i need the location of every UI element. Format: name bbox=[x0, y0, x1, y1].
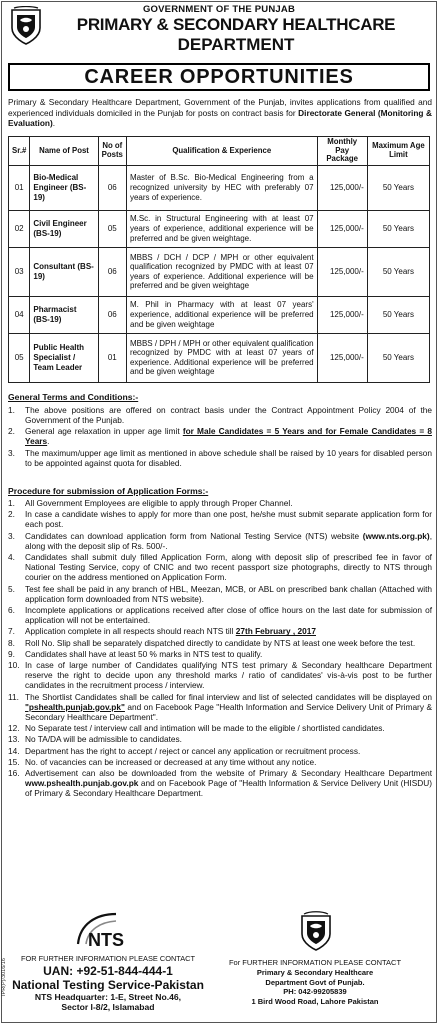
list-number: 10. bbox=[8, 660, 20, 671]
pshealth-link[interactable]: "pshealth.punjab.gov.pk" bbox=[25, 701, 125, 712]
intro-paragraph bbox=[8, 97, 432, 129]
ipr-code: IPR(P)/3016/16 bbox=[1, 958, 7, 996]
cell-name: Consultant (BS-19) bbox=[30, 247, 98, 296]
list-text: The above positions are offered on contract basis under the Contract Appointment Policy 2004 of the Government of the Punjab. bbox=[25, 405, 432, 426]
list-item bbox=[8, 552, 432, 582]
list-item bbox=[8, 723, 432, 733]
cell-pay: 125,000/- bbox=[317, 247, 367, 296]
nts-address-line1: NTS Headquarter: 1-E, Street No.46, bbox=[34, 992, 182, 1002]
cell-name: Public Health Specialist / Team Leader bbox=[30, 333, 98, 382]
department-address: 1 Bird Wood Road, Lahore Pakistan bbox=[251, 997, 379, 1007]
cell-age: 50 Years bbox=[367, 165, 429, 210]
list-number: 11. bbox=[8, 691, 19, 702]
list-item bbox=[8, 692, 432, 722]
list-text: In case a candidate wishes to apply for more than one post, he/she must submit separate application form for each post. bbox=[25, 509, 432, 530]
department-title-line2: DEPARTMENT bbox=[177, 35, 295, 54]
nts-uan: UAN: +92-51-844-444-1 bbox=[43, 964, 173, 978]
cell-qualification: MBBS / DCH / DCP / MPH or other equivalent qualification recognized by PMDC with at least 07 years of experience. Additional experience will be preferred and be given weightage bbox=[126, 247, 317, 296]
procedure-title: Procedure for submission of Application Forms:- bbox=[8, 486, 209, 496]
cell-pay: 125,000/- bbox=[317, 210, 367, 247]
cell-name: Pharmacist (BS-19) bbox=[30, 296, 98, 333]
list-item bbox=[8, 660, 432, 690]
header-pay: Monthly Pay Package bbox=[317, 137, 367, 166]
list-number: 7. bbox=[8, 626, 15, 637]
list-number: 2. bbox=[8, 509, 15, 520]
list-number: 3. bbox=[8, 530, 15, 541]
list-text: Candidates shall submit duly filled Application Form, along with deposit slip of prescribed fee in favor of National Testing Service, copy of CNIC and two recent passport size photographs, directly to NTS through courier on the address mentioned on Application Form. bbox=[25, 552, 432, 583]
age-relaxation-bold: for Male Candidates = 5 Years and for Female Candidates = 8 Years bbox=[25, 426, 432, 447]
cell-pay: 125,000/- bbox=[317, 333, 367, 382]
procedure-list bbox=[8, 498, 432, 800]
cell-sr: 01 bbox=[9, 165, 30, 210]
posts-table bbox=[8, 136, 430, 383]
list-text: Test fee shall be paid in any branch of HBL, Meezan, MCB, or ABL on prescribed bank challan (Attached with application form downloaded from NTS website). bbox=[25, 583, 432, 604]
list-text: Candidates shall have at least 50 % marks in NTS test to qualify. bbox=[25, 648, 263, 659]
list-item bbox=[8, 626, 432, 636]
nts-contact-heading: FOR FURTHER INFORMATION PLEASE CONTACT bbox=[20, 954, 196, 963]
pshealth-website-link[interactable]: www.pshealth.punjab.gov.pk bbox=[25, 778, 139, 789]
table-row bbox=[9, 165, 430, 210]
list-text: In case of large number of Candidates qualifying NTS test primary & Secondary healthcare Department reserve the right to decide upon any threshold marks / ratio of candidates' vis-à-vis post to be further candidates in the recruitment process / interview. bbox=[25, 660, 432, 691]
list-text-post: and on Facebook Page of "Health Information & Service Delivery Unit (HISDU) of Primary & Secondary Healthcare Department. bbox=[25, 778, 432, 799]
list-number: 2. bbox=[8, 426, 15, 437]
cell-age: 50 Years bbox=[367, 296, 429, 333]
cell-posts: 06 bbox=[98, 247, 126, 296]
department-phone: PH: 042-99205839 bbox=[283, 987, 347, 997]
list-item bbox=[8, 757, 432, 767]
list-number: 16. bbox=[8, 768, 20, 779]
list-text: The maximum/upper age limit as mentioned in above schedule shall be raised by 10 years for disabled person to be appointed against quota for disabled. bbox=[25, 447, 432, 468]
list-text-post: and on Facebook Page "Health Information and Service Delivery Unit of Primary & Secondary Healthcare Department". bbox=[25, 701, 432, 722]
deadline-date: 27th February , 2017 bbox=[235, 626, 316, 637]
list-number: 6. bbox=[8, 604, 15, 615]
list-item bbox=[8, 584, 432, 604]
department-contact bbox=[225, 958, 405, 1007]
punjab-emblem-icon bbox=[298, 910, 334, 952]
table-row bbox=[9, 333, 430, 382]
nts-address-line2: Sector I-8/2, Islamabad bbox=[61, 1002, 155, 1012]
list-item bbox=[8, 768, 432, 798]
list-text bbox=[25, 531, 432, 551]
list-text: No. of vacancies can be increased or decreased at any time without any notice. bbox=[25, 756, 317, 767]
list-text: No TA/DA will be admissible to candidates. bbox=[25, 734, 182, 745]
department-title: PRIMARY & SECONDARY HEALTHCARE bbox=[76, 15, 396, 34]
list-item bbox=[8, 531, 432, 551]
list-number: 8. bbox=[8, 637, 15, 648]
list-number: 12. bbox=[8, 723, 20, 734]
nts-name: National Testing Service-Pakistan bbox=[12, 978, 204, 992]
header-posts: No of Posts bbox=[98, 137, 126, 166]
list-item bbox=[8, 746, 432, 756]
career-banner: CAREER OPPORTUNITIES bbox=[8, 63, 430, 91]
list-item bbox=[8, 426, 432, 446]
cell-pay: 125,000/- bbox=[317, 165, 367, 210]
nts-logo-text: NTS bbox=[88, 930, 124, 950]
government-title: GOVERNMENT OF THE PUNJAB bbox=[142, 4, 296, 15]
intro-end: . bbox=[52, 118, 56, 129]
cell-name: Bio-Medical Engineer (BS-19) bbox=[30, 165, 98, 210]
list-text-post: . bbox=[47, 436, 50, 447]
cell-qualification: M.Sc. in Structural Engineering with at least 07 years of experience, additional experience will be preferred and be given weightage. bbox=[126, 210, 317, 247]
list-text-pre: Candidates can download application form from National Testing Service (NTS) website bbox=[25, 530, 363, 541]
list-number: 5. bbox=[8, 583, 15, 594]
list-item bbox=[8, 498, 432, 508]
table-header-row bbox=[9, 137, 430, 166]
department-contact-heading: For FURTHER INFORMATION PLEASE CONTACT bbox=[228, 958, 402, 967]
cell-name: Civil Engineer (BS-19) bbox=[30, 210, 98, 247]
department-name: Primary & Secondary Healthcare bbox=[256, 967, 374, 977]
list-number: 3. bbox=[8, 447, 15, 458]
table-row bbox=[9, 210, 430, 247]
list-text-pre: The Shortlist Candidates shall be called for final interview and list of selected candidates will be displayed on bbox=[25, 691, 432, 702]
nts-contact bbox=[8, 954, 208, 1012]
cell-qualification: Master of B.Sc. Bio-Medical Engineering from a recognized university by HEC with preferably 07 years of experience. bbox=[126, 165, 317, 210]
cell-age: 50 Years bbox=[367, 333, 429, 382]
list-text: Department has the right to accept / reject or cancel any application or recruitment process. bbox=[25, 745, 361, 756]
cell-age: 50 Years bbox=[367, 247, 429, 296]
cell-posts: 06 bbox=[98, 296, 126, 333]
header-qualification: Qualification & Experience bbox=[126, 137, 317, 166]
list-item bbox=[8, 734, 432, 744]
list-number: 1. bbox=[8, 498, 15, 508]
list-number: 14. bbox=[8, 745, 20, 756]
cell-age: 50 Years bbox=[367, 210, 429, 247]
cell-sr: 03 bbox=[9, 247, 30, 296]
list-text-pre: General age relaxation in upper age limit bbox=[25, 426, 183, 437]
header-age: Maximum Age Limit bbox=[367, 137, 429, 166]
cell-sr: 05 bbox=[9, 333, 30, 382]
list-text: All Government Employees are eligible to apply through Proper Channel. bbox=[25, 498, 293, 508]
list-text-post: , along with the deposit slip of Rs. 500/-. bbox=[25, 530, 432, 551]
table-row bbox=[9, 296, 430, 333]
header-sr: Sr.# bbox=[9, 137, 30, 166]
list-text bbox=[25, 768, 432, 798]
nts-website-link[interactable]: (www.nts.org.pk) bbox=[362, 530, 430, 541]
general-terms-title: General Terms and Conditions:- bbox=[8, 392, 139, 402]
list-text: No Separate test / interview call and intimation will be made to the eligible / shortlisted candidates. bbox=[25, 723, 385, 734]
list-number: 15. bbox=[8, 756, 20, 767]
list-text-pre: Application complete in all respects should reach NTS till bbox=[25, 626, 236, 637]
cell-sr: 04 bbox=[9, 296, 30, 333]
list-number: 1. bbox=[8, 405, 15, 415]
list-number: 9. bbox=[8, 648, 15, 659]
cell-qualification: MBBS / DPH / MPH or other equivalent qualification recognized by PMDC with at least 07 years of experience. Additional experience will be preferred and be given weightage bbox=[126, 333, 317, 382]
cell-sr: 02 bbox=[9, 210, 30, 247]
list-item bbox=[8, 649, 432, 659]
list-number: 13. bbox=[8, 734, 20, 745]
intro-bold: Directorate General (Monitoring & Evaluation) bbox=[8, 107, 432, 129]
intro-text: Primary & Secondary Healthcare Department, Government of the Punjab, invites applications from qualified and experienced individuals domiciled in the Punjab for posts on contract basis for bbox=[8, 97, 432, 118]
cell-qualification: M. Phil in Pharmacy with at least 07 years' experience, additional experience will be preferred and be given weightage bbox=[126, 296, 317, 333]
list-text: Roll No. Slip shall be separately dispatched directly to candidate by NTS at least one week before the test. bbox=[25, 637, 416, 648]
list-item bbox=[8, 638, 432, 648]
list-item bbox=[8, 405, 432, 425]
table-row bbox=[9, 247, 430, 296]
nts-logo-icon bbox=[70, 910, 146, 950]
cell-posts: 05 bbox=[98, 210, 126, 247]
list-text bbox=[25, 692, 432, 722]
list-text: Incomplete applications or applications received after close of office hours on the last date for submission of application will not be entertained. bbox=[25, 604, 432, 625]
list-number: 4. bbox=[8, 552, 15, 563]
footer bbox=[0, 906, 438, 1024]
general-terms-list bbox=[8, 405, 432, 469]
header-name: Name of Post bbox=[30, 137, 98, 166]
list-text bbox=[25, 626, 432, 636]
cell-posts: 01 bbox=[98, 333, 126, 382]
list-text bbox=[25, 426, 432, 446]
header bbox=[0, 0, 438, 62]
department-govt: Department Govt of Punjab. bbox=[265, 977, 365, 987]
cell-pay: 125,000/- bbox=[317, 296, 367, 333]
list-item bbox=[8, 509, 432, 529]
cell-posts: 06 bbox=[98, 165, 126, 210]
list-item bbox=[8, 605, 432, 625]
list-text-pre: Advertisement can also be downloaded from the website of Primary & Secondary Healthcare Department bbox=[25, 768, 432, 779]
list-item bbox=[8, 448, 432, 468]
